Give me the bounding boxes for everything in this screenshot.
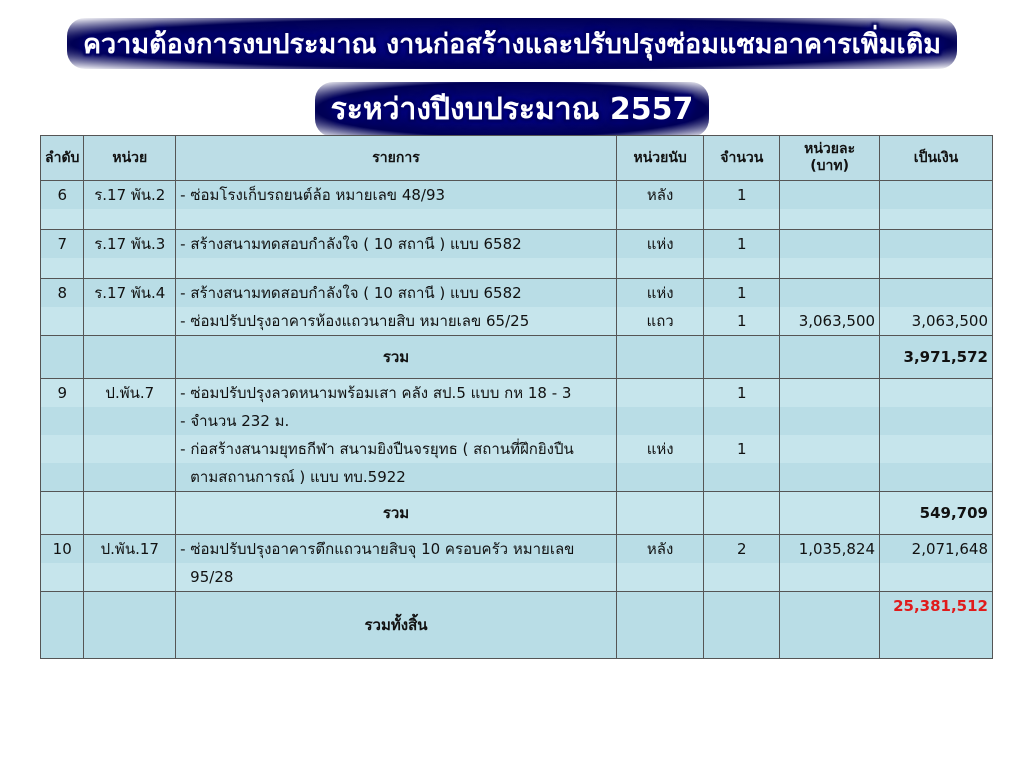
cell-item: - ซ่อมปรับปรุงอาคารห้องแถวนายสิบ หมายเลข 65/25 — [176, 307, 617, 336]
header-seq: ลำดับ — [41, 136, 84, 181]
cell-unit: ป.พัน.7 — [84, 379, 176, 408]
subtotal-label: รวม — [176, 492, 617, 535]
table-header-row — [41, 136, 993, 181]
cell-unit: ร.17 พัน.4 — [84, 279, 176, 308]
subtotal-label: รวม — [176, 336, 617, 379]
header-item: รายการ — [176, 136, 617, 181]
budget-table — [40, 135, 993, 659]
cell-amount — [880, 181, 993, 210]
cell-item: 95/28 — [176, 563, 617, 592]
cell-counting-unit: แห่ง — [616, 279, 704, 308]
cell-unit-price — [780, 279, 880, 308]
cell-item: - สร้างสนามทดสอบกำลังใจ ( 10 สถานี ) แบบ 6582 — [176, 230, 617, 259]
title-line-2 — [0, 82, 1024, 137]
cell-amount — [880, 230, 993, 259]
cell-seq: 9 — [41, 379, 84, 408]
cell-item: - จำนวน 232 ม. — [176, 407, 617, 435]
cell-quantity: 1 — [704, 307, 780, 336]
cell-item: - ซ่อมปรับปรุงอาคารตึกแถวนายสิบจุ 10 ครอบครัว หมายเลข — [176, 535, 617, 564]
cell-quantity: 1 — [704, 181, 780, 210]
cell-counting-unit: แห่ง — [616, 230, 704, 259]
cell-quantity: 1 — [704, 230, 780, 259]
cell-item: - ซ่อมโรงเก็บรถยนต์ล้อ หมายเลข 48/93 — [176, 181, 617, 210]
cell-amount: 3,063,500 — [880, 307, 993, 336]
subtotal-amount: 549,709 — [880, 492, 993, 535]
cell-unit-price — [780, 181, 880, 210]
cell-counting-unit: หลัง — [616, 181, 704, 210]
grand-total-amount: 25,381,512 — [880, 592, 993, 659]
cell-unit-price: 1,035,824 — [780, 535, 880, 564]
cell-counting-unit: หลัง — [616, 535, 704, 564]
cell-counting-unit: แถว — [616, 307, 704, 336]
cell-unit-price — [780, 230, 880, 259]
table-row — [41, 279, 993, 308]
header-unit: หน่วย — [84, 136, 176, 181]
title-line-1 — [0, 18, 1024, 69]
cell-amount: 2,071,648 — [880, 535, 993, 564]
cell-quantity: 1 — [704, 279, 780, 308]
subtotal-row — [41, 492, 993, 535]
grand-total-label: รวมทั้งสิ้น — [176, 592, 617, 659]
subtotal-row — [41, 336, 993, 379]
cell-item: - สร้างสนามทดสอบกำลังใจ ( 10 สถานี ) แบบ 6582 — [176, 279, 617, 308]
table-row — [41, 307, 993, 336]
cell-amount — [880, 279, 993, 308]
title-text-1: ความต้องการงบประมาณ งานก่อสร้างและปรับปรุงซ่อมแซมอาคารเพิ่มเติม — [67, 18, 957, 69]
cell-counting-unit — [616, 379, 704, 408]
cell-quantity: 2 — [704, 535, 780, 564]
cell-unit: ป.พัน.17 — [84, 535, 176, 564]
cell-quantity: 1 — [704, 435, 780, 463]
cell-quantity: 1 — [704, 379, 780, 408]
cell-item: - ซ่อมปรับปรุงลวดหนามพร้อมเสา คลัง สป.5 แบบ กห 18 - 3 — [176, 379, 617, 408]
title-text-2: ระหว่างปีงบประมาณ 2557 — [315, 82, 710, 137]
header-counting-unit: หน่วยนับ — [616, 136, 704, 181]
cell-unit-price: 3,063,500 — [780, 307, 880, 336]
subtotal-amount: 3,971,572 — [880, 336, 993, 379]
table-row — [41, 435, 993, 463]
table-row-spacer — [41, 209, 993, 230]
table-row — [41, 407, 993, 435]
grand-total-row — [41, 592, 993, 659]
table-row — [41, 463, 993, 492]
header-amount: เป็นเงิน — [880, 136, 993, 181]
cell-seq: 10 — [41, 535, 84, 564]
table-row — [41, 181, 993, 210]
cell-item: ตามสถานการณ์ ) แบบ ทบ.5922 — [176, 463, 617, 492]
header-unit-price: หน่วยละ (บาท) — [780, 136, 880, 181]
cell-item: - ก่อสร้างสนามยุทธกีฬา สนามยิงปืนจรยุทธ ( สถานที่ฝึกยิงปืน — [176, 435, 617, 463]
cell-seq: 6 — [41, 181, 84, 210]
table-row — [41, 535, 993, 564]
cell-unit: ร.17 พัน.2 — [84, 181, 176, 210]
table-row-spacer — [41, 258, 993, 279]
table-row — [41, 379, 993, 408]
cell-seq: 8 — [41, 279, 84, 308]
cell-unit: ร.17 พัน.3 — [84, 230, 176, 259]
table-row — [41, 563, 993, 592]
table-row — [41, 230, 993, 259]
cell-counting-unit: แห่ง — [616, 435, 704, 463]
header-quantity: จำนวน — [704, 136, 780, 181]
cell-seq: 7 — [41, 230, 84, 259]
